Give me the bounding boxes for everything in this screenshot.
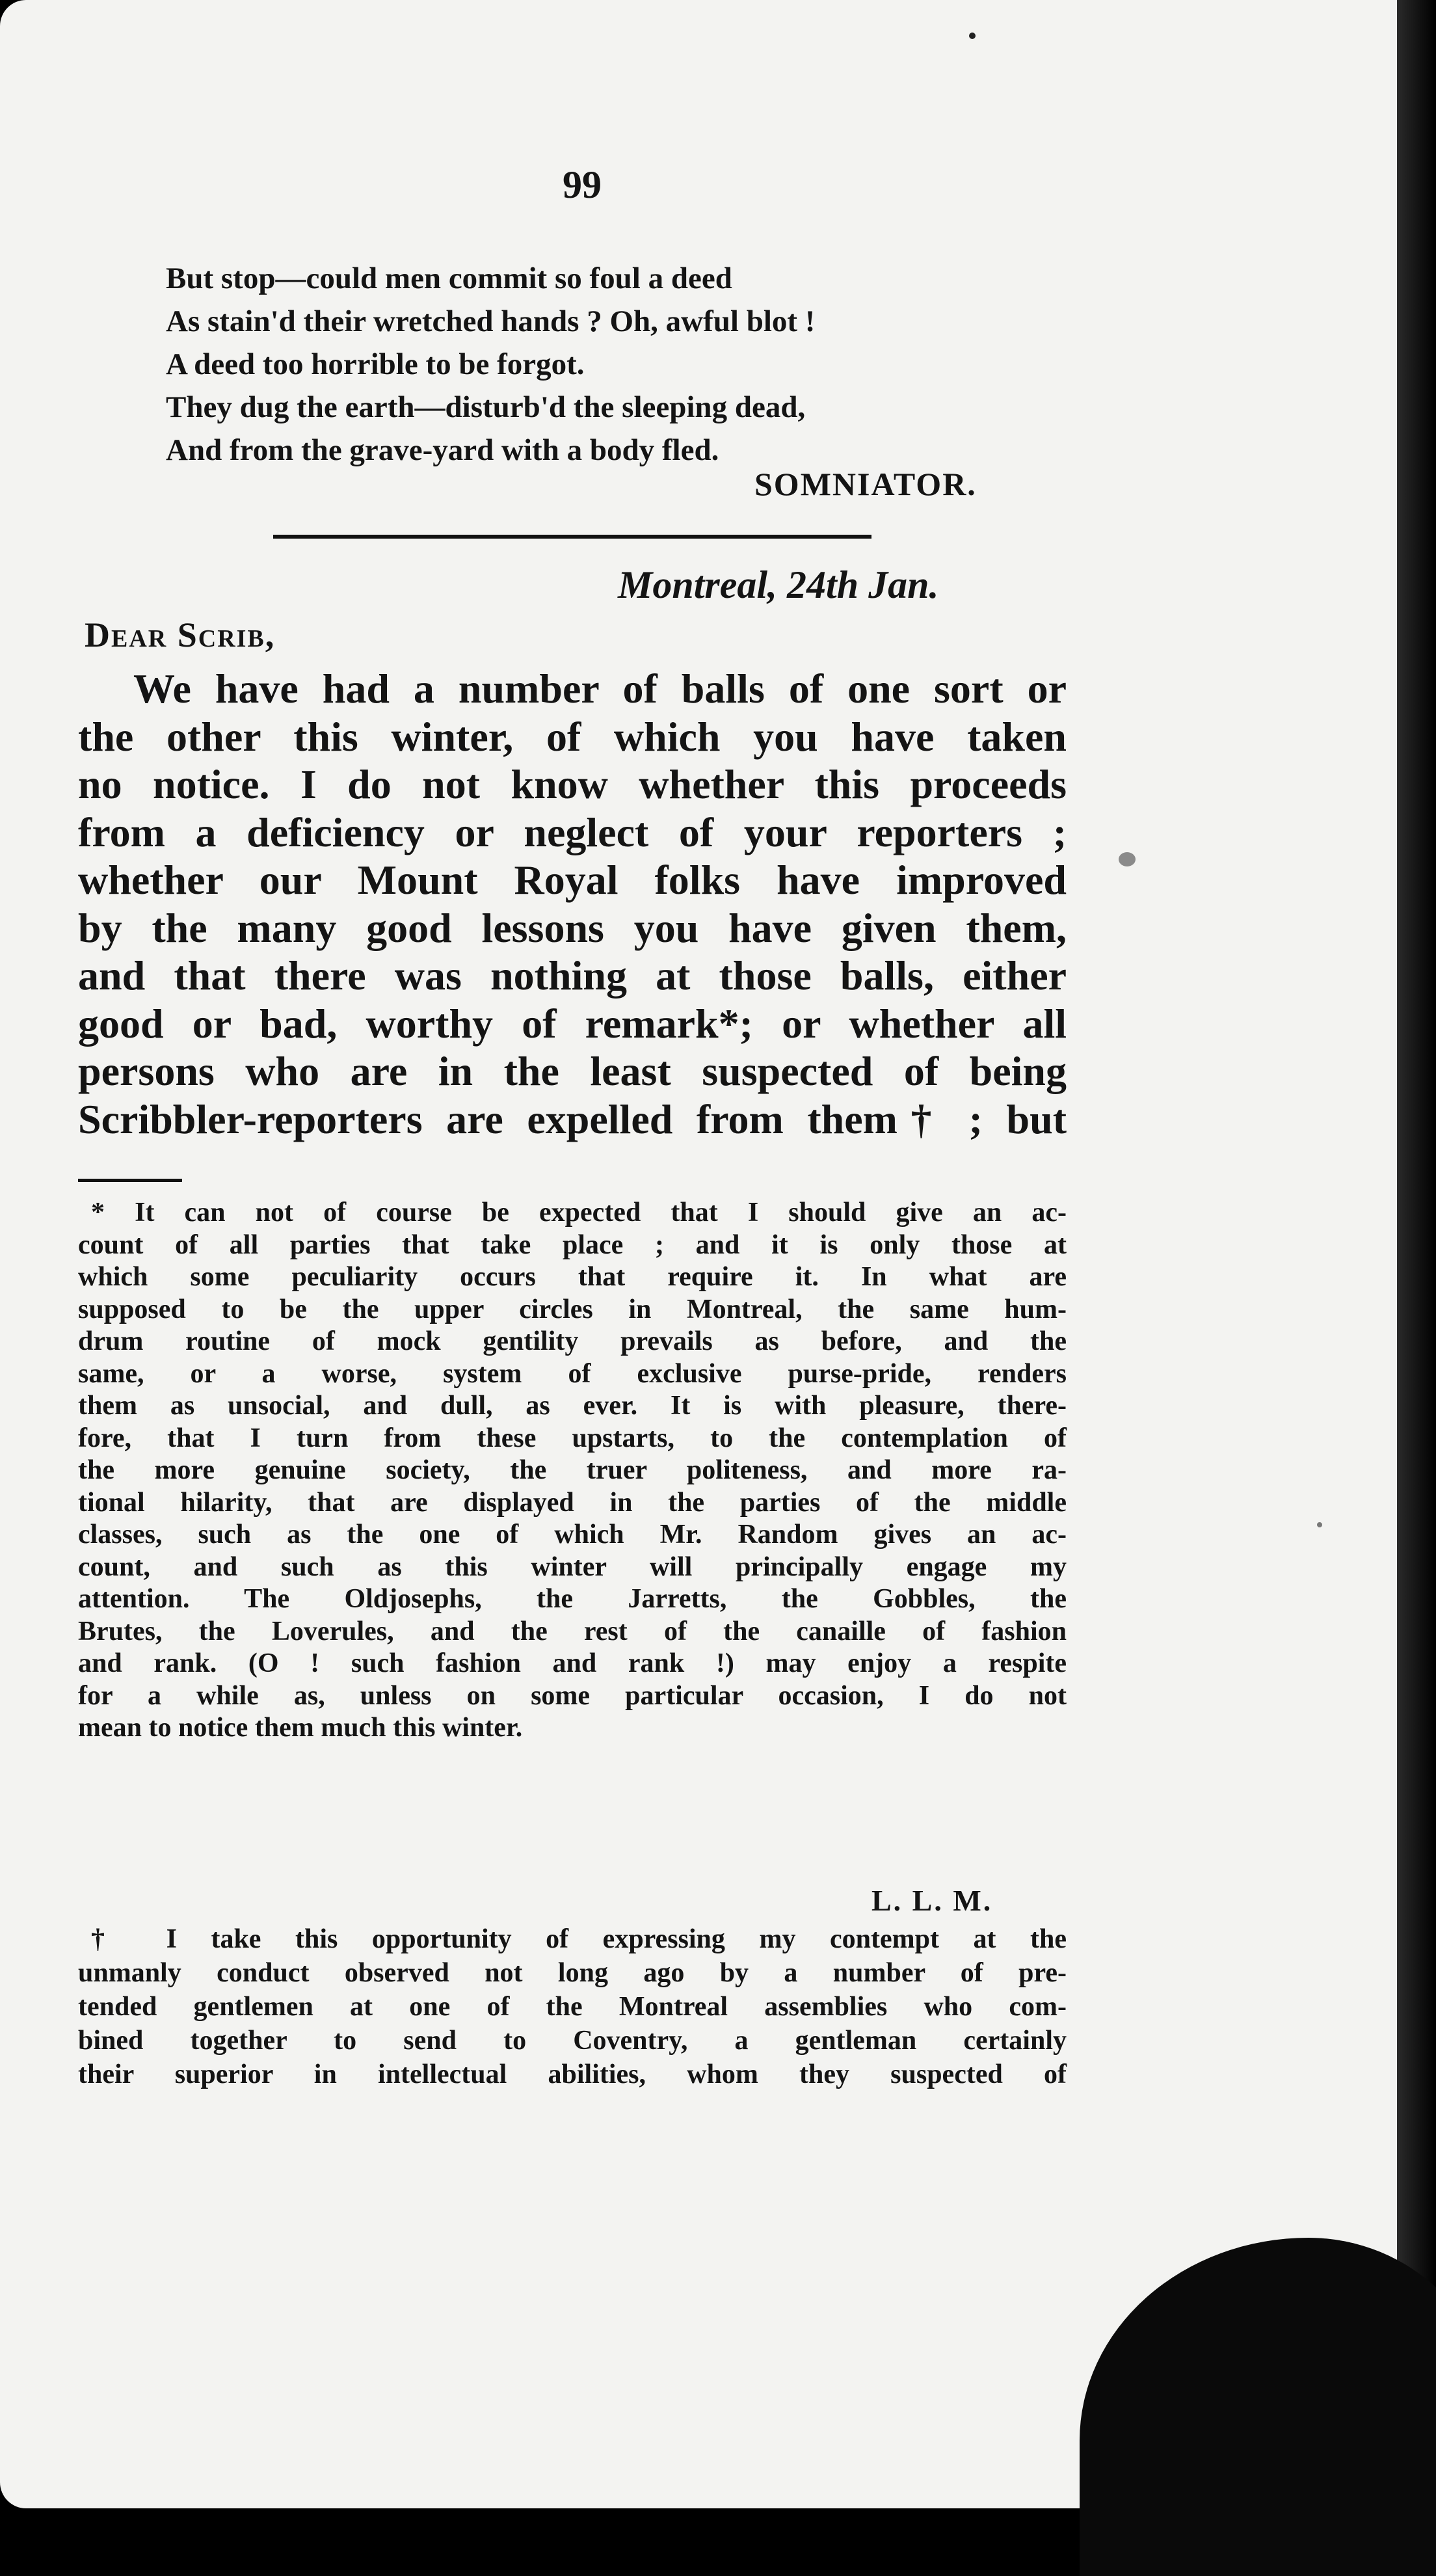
letter-line: by the many good lessons you have given them,	[78, 904, 1067, 951]
ink-speck	[1119, 852, 1136, 866]
ink-speck	[1317, 1522, 1322, 1527]
footnote-line: unmanly conduct observed not long ago by a number of pre-	[78, 1958, 1067, 1988]
footnote-line: bined together to send to Coventry, a gentleman certainly	[78, 2026, 1067, 2056]
footnote-line: them as unsocial, and dull, as ever. It is with pleasure, there-	[78, 1391, 1067, 1421]
letter-line: persons who are in the least suspected of being	[78, 1048, 1067, 1094]
footnote-line: drum routine of mock gentility prevails as before, and the	[78, 1326, 1067, 1356]
letter-salutation: Dear Scrib,	[85, 615, 276, 654]
poem-stanza	[166, 257, 1076, 472]
footnote-line: and rank. (O ! such fashion and rank !) may enjoy a respite	[78, 1648, 1067, 1678]
ink-speck	[969, 33, 976, 39]
section-divider	[273, 535, 871, 539]
poem-line: But stop—could men commit so foul a deed	[166, 262, 732, 295]
letter-line: Scribbler-reporters are expelled from them† ; but	[78, 1095, 1067, 1142]
footnote-line: tional hilarity, that are displayed in the parties of the middle	[78, 1487, 1067, 1518]
poem-line: A deed too horrible to be forgot.	[166, 347, 585, 381]
letter-line: We have had a number of balls of one sort or	[133, 665, 1067, 712]
footnote-line: their superior in intellectual abilities, whom they suspected of	[78, 2059, 1067, 2089]
poem-line: And from the grave-yard with a body fled.	[166, 433, 719, 467]
footnote-line: same, or a worse, system of exclusive purse-pride, renders	[78, 1358, 1067, 1389]
footnote-initials: L. L. M.	[871, 1884, 993, 1917]
footnote-line: tended gentlemen at one of the Montreal assemblies who com-	[78, 1992, 1067, 2022]
footnote-line: count of all parties that take place ; and it is only those at	[78, 1229, 1067, 1260]
footnote-line: the more genuine society, the truer politeness, and more ra-	[78, 1455, 1067, 1485]
footnote-line: count, and such as this winter will principally engage my	[78, 1551, 1067, 1582]
page-number: 99	[563, 163, 602, 206]
footnote-dagger	[78, 1922, 1067, 2091]
letter-dateline: Montreal, 24th Jan.	[618, 563, 939, 606]
footnote-line: Brutes, the Loverules, and the rest of the canaille of fashion	[78, 1616, 1067, 1646]
footnote-line: which some peculiarity occurs that require it. In what are	[78, 1262, 1067, 1292]
footnote-asterisk	[78, 1197, 1067, 1745]
footnote-line: classes, such as the one of which Mr. Random gives an ac-	[78, 1520, 1067, 1550]
poem-signature: SOMNIATOR.	[754, 466, 977, 502]
letter-line: no notice. I do not know whether this proceeds	[78, 761, 1067, 807]
letter-line: and that there was nothing at those balls, either	[78, 952, 1067, 999]
footnote-line: attention. The Oldjosephs, the Jarretts, the Gobbles, the	[78, 1584, 1067, 1614]
letter-line: the other this winter, of which you have taken	[78, 713, 1067, 760]
footnote-line: fore, that I turn from these upstarts, to the contemplation of	[78, 1423, 1067, 1453]
letter-line: whether our Mount Royal folks have improved	[78, 857, 1067, 903]
letter-line: from a deficiency or neglect of your reporters ;	[78, 809, 1067, 855]
footnote-line: * It can not of course be expected that I should give an ac-	[91, 1198, 1067, 1228]
footnote-line: supposed to be the upper circles in Montreal, the same hum-	[78, 1294, 1067, 1324]
poem-line: They dug the earth—disturb'd the sleeping dead,	[166, 390, 806, 424]
footnote-line: † I take this opportunity of expressing my contempt at the	[91, 1924, 1067, 1954]
letter-line: good or bad, worthy of remark*; or whether all	[78, 1000, 1067, 1047]
footnote-line: for a while as, unless on some particular occasion, I do not	[78, 1680, 1067, 1711]
poem-line: As stain'd their wretched hands ? Oh, awful blot !	[166, 304, 816, 338]
footnote-divider	[78, 1179, 182, 1182]
letter-body	[78, 665, 1067, 1143]
page-edge-shadow	[1397, 0, 1436, 2508]
footnote-line: mean to notice them much this winter.	[78, 1713, 523, 1743]
